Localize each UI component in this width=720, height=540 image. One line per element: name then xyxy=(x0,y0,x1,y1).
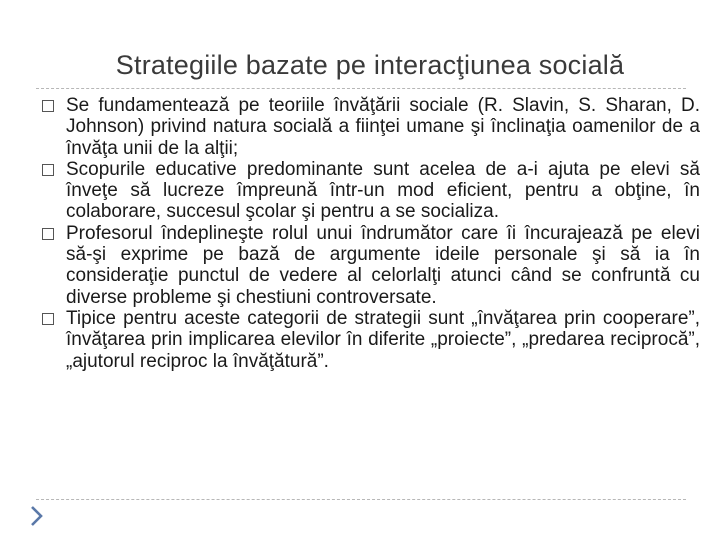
bullet-text: Se fundamentează pe teoriile învăţării sociale (R. Slavin, S. Sharan, D. Johnson) privind natura socială a fiinţei umane şi înclinaţia oamenilor de a învăţa unii de la alţii; xyxy=(66,95,700,159)
corner-chevron-icon xyxy=(30,505,44,527)
list-item xyxy=(40,159,700,223)
list-item xyxy=(40,223,700,308)
bullet-text: Scopurile educative predominante sunt acelea de a-i ajuta pe elevi să înveţe să lucreze împreună într-un mod eficient, pentru a obţine, în colaborare, succesul şcolar şi pentru a se socializa. xyxy=(66,158,700,223)
hollow-square-bullet-icon xyxy=(42,228,54,240)
title-divider xyxy=(36,88,686,89)
bullet-list xyxy=(40,95,700,372)
bullet-text: Tipice pentru aceste categorii de strategii sunt „învăţarea prin cooperare”, învăţarea prin implicarea elevilor în diferite „proiecte”, „predarea reciprocă”, „ajutorul reciproc la învăţătură”. xyxy=(66,307,700,372)
slide-title: Strategiile bazate pe interacţiunea socială xyxy=(115,50,625,80)
hollow-square-bullet-icon xyxy=(42,100,54,112)
bullet-text: Profesorul îndeplineşte rolul unui îndrumător care îi încurajează pe elevi să-şi exprime pe bază de argumente ideile personale şi să ia în consideraţie punctul de vedere al celorlalţi atunci când se confruntă cu diverse probleme şi chestiuni controversate. xyxy=(66,222,700,308)
hollow-square-bullet-icon xyxy=(42,313,54,325)
hollow-square-bullet-icon xyxy=(42,164,54,176)
list-item xyxy=(40,308,700,372)
list-item xyxy=(40,95,700,159)
footer-divider xyxy=(36,499,686,500)
